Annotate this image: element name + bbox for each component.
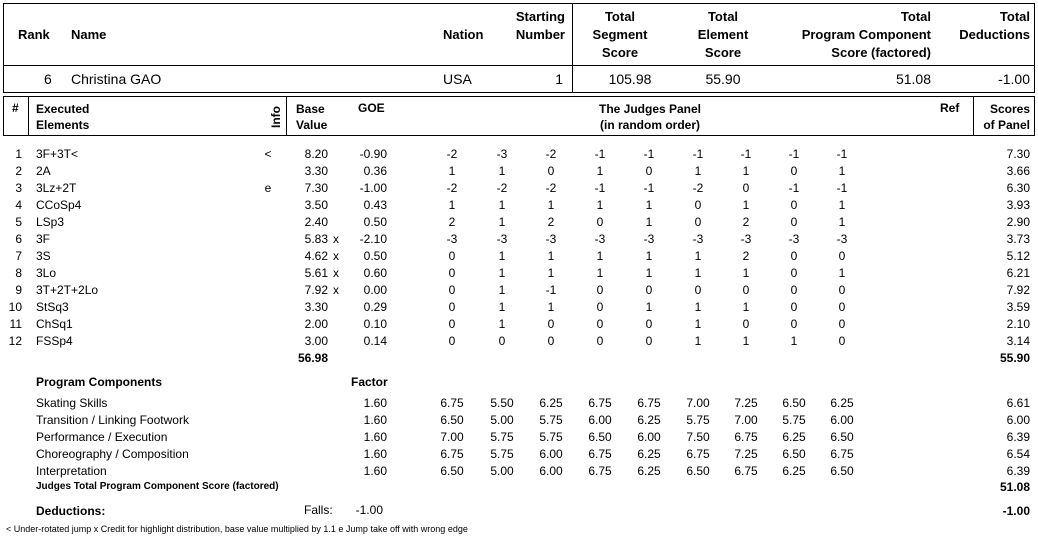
header-tes: Total Element Score [697, 9, 749, 60]
header-right-border [1034, 3, 1035, 66]
component-judge-9-score: 6.50 [830, 464, 854, 478]
element-goe: 0.60 [363, 266, 387, 280]
component-score: 6.61 [1006, 396, 1030, 410]
judge-3-score: -3 [545, 232, 557, 246]
judge-9-score: -1 [836, 181, 848, 195]
element-goe: -0.90 [359, 147, 387, 161]
pc-header-factor: Factor [351, 375, 388, 389]
component-judge-8-score: 6.50 [782, 447, 806, 461]
judge-8-score: 0 [790, 317, 798, 331]
element-panel-score: 7.92 [1006, 283, 1030, 297]
skater-rank: 6 [44, 71, 52, 87]
element-x-marker: x [333, 266, 339, 280]
component-score: 6.39 [1006, 430, 1030, 444]
element-number: 1 [15, 147, 22, 161]
component-judge-3-score: 6.00 [539, 464, 563, 478]
deductions-label: Deductions: [36, 504, 106, 518]
judge-3-score: 1 [547, 266, 555, 280]
judge-7-score: 0 [742, 181, 750, 195]
element-base-value: 3.30 [304, 164, 328, 178]
legend: < Under-rotated jump x Credit for highlight distribution, base value multiplied by 1.1 e Jump take off with wrong edge [6, 524, 468, 534]
judge-1-score: -3 [446, 232, 458, 246]
element-panel-score: 5.12 [1006, 249, 1030, 263]
eh-num: # [12, 101, 19, 115]
judge-8-score: 0 [790, 215, 798, 229]
component-judge-6-score: 6.50 [686, 464, 710, 478]
judge-9-score: 0 [838, 317, 846, 331]
judge-6-score: 1 [694, 249, 702, 263]
element-code: CCoSp4 [36, 198, 82, 212]
element-code: StSq3 [36, 300, 69, 314]
deductions-total: -1.00 [1002, 504, 1030, 518]
judge-3-score: -1 [545, 283, 557, 297]
header-starting: Starting Number [515, 9, 565, 42]
component-judge-8-score: 5.75 [782, 413, 806, 427]
component-judge-5-score: 6.25 [637, 464, 661, 478]
component-name: Transition / Linking Footwork [36, 413, 189, 427]
judge-9-score: -3 [836, 232, 848, 246]
component-judge-9-score: 6.25 [830, 396, 854, 410]
judge-1-score: -2 [446, 181, 458, 195]
judge-4-score: -1 [594, 147, 606, 161]
component-judge-3-score: 6.25 [539, 396, 563, 410]
judge-9-score: 1 [838, 164, 846, 178]
element-number: 4 [15, 198, 22, 212]
component-judge-4-score: 6.50 [588, 430, 612, 444]
judge-5-score: 0 [645, 334, 653, 348]
judge-7-score: -3 [740, 232, 752, 246]
component-judge-1-score: 6.50 [440, 464, 464, 478]
judge-6-score: 0 [694, 283, 702, 297]
judge-3-score: 0 [547, 164, 555, 178]
judge-8-score: 0 [790, 266, 798, 280]
header-bottom-border [3, 65, 1035, 66]
component-judge-3-score: 5.75 [539, 430, 563, 444]
component-judge-4-score: 6.75 [588, 396, 612, 410]
judge-1-score: 0 [448, 300, 456, 314]
component-score: 6.39 [1006, 464, 1030, 478]
judge-9-score: 1 [838, 215, 846, 229]
component-judge-7-score: 7.25 [734, 447, 758, 461]
element-number: 8 [15, 266, 22, 280]
element-info: < [264, 147, 272, 161]
score-total: 55.90 [999, 351, 1030, 365]
judge-2-score: -2 [496, 181, 508, 195]
component-judge-3-score: 6.00 [539, 447, 563, 461]
element-panel-score: 3.73 [1006, 232, 1030, 246]
element-number: 6 [15, 232, 22, 246]
component-judge-5-score: 6.00 [637, 430, 661, 444]
component-judge-2-score: 5.50 [490, 396, 514, 410]
judge-1-score: 0 [448, 317, 456, 331]
judge-3-score: 0 [547, 334, 555, 348]
judge-4-score: 0 [596, 300, 604, 314]
judge-5-score: -3 [643, 232, 655, 246]
skater-tss: 105.98 [608, 71, 652, 87]
element-panel-score: 3.14 [1006, 334, 1030, 348]
judge-9-score: 0 [838, 283, 846, 297]
skater-starting-number: 1 [555, 71, 563, 87]
pcs-total-label: Judges Total Program Component Score (factored) [36, 481, 279, 492]
judge-3-score: 1 [547, 249, 555, 263]
judge-6-score: 1 [694, 317, 702, 331]
element-base-value: 8.20 [304, 147, 328, 161]
judge-1-score: -2 [446, 147, 458, 161]
skater-row-bottom-border [3, 92, 1035, 93]
component-judge-4-score: 6.75 [588, 464, 612, 478]
header-top-border [3, 3, 1035, 4]
component-judge-4-score: 6.00 [588, 413, 612, 427]
element-panel-score: 6.21 [1006, 266, 1030, 280]
judge-7-score: 1 [742, 198, 750, 212]
judge-2-score: 0 [498, 334, 506, 348]
element-goe: 0.14 [363, 334, 387, 348]
eh-sep-2 [286, 96, 287, 136]
judge-2-score: 1 [498, 300, 506, 314]
judge-4-score: 1 [596, 249, 604, 263]
judge-8-score: 0 [790, 283, 798, 297]
elements-header-top [3, 96, 1035, 97]
judge-9-score: -1 [836, 147, 848, 161]
element-number: 10 [8, 300, 22, 314]
component-judge-5-score: 6.75 [637, 396, 661, 410]
judge-7-score: 2 [742, 249, 750, 263]
judge-5-score: 1 [645, 266, 653, 280]
component-judge-9-score: 6.00 [830, 413, 854, 427]
judge-6-score: 1 [694, 334, 702, 348]
eh-panel: The Judges Panel (in random order) [598, 102, 702, 132]
skater-deductions: -1.00 [998, 71, 1030, 87]
falls-value: -1.00 [355, 503, 383, 517]
component-judge-2-score: 5.75 [490, 447, 514, 461]
component-judge-9-score: 6.50 [830, 430, 854, 444]
judge-8-score: 0 [790, 300, 798, 314]
judge-8-score: 0 [790, 164, 798, 178]
component-judge-8-score: 6.25 [782, 430, 806, 444]
judge-6-score: 1 [694, 266, 702, 280]
header-deductions: Total Deductions [959, 9, 1030, 42]
component-judge-2-score: 5.00 [490, 413, 514, 427]
judge-1-score: 0 [448, 283, 456, 297]
judge-4-score: 1 [596, 164, 604, 178]
element-panel-score: 2.10 [1006, 317, 1030, 331]
judge-9-score: 0 [838, 300, 846, 314]
element-base-value: 4.62 [304, 249, 328, 263]
judge-8-score: -3 [788, 232, 800, 246]
judge-3-score: 1 [547, 198, 555, 212]
judge-6-score: -3 [692, 232, 704, 246]
judge-5-score: -1 [643, 181, 655, 195]
element-base-value: 5.83 [304, 232, 328, 246]
judge-7-score: 2 [742, 215, 750, 229]
skater-name: Christina GAO [71, 71, 162, 87]
skater-tes: 55.90 [705, 71, 741, 87]
judge-6-score: -2 [692, 181, 704, 195]
element-panel-score: 2.90 [1006, 215, 1030, 229]
judge-2-score: 1 [498, 249, 506, 263]
component-judge-7-score: 7.00 [734, 413, 758, 427]
judge-6-score: 0 [694, 215, 702, 229]
judge-2-score: 1 [498, 266, 506, 280]
element-base-value: 3.30 [304, 300, 328, 314]
skater-row-right-border [1034, 65, 1035, 93]
header-separator [572, 3, 573, 93]
judge-5-score: 1 [645, 249, 653, 263]
judge-3-score: -2 [545, 147, 557, 161]
component-judge-6-score: 6.75 [686, 447, 710, 461]
judge-1-score: 0 [448, 249, 456, 263]
eh-sep-3 [973, 96, 974, 136]
judge-6-score: 0 [694, 198, 702, 212]
element-x-marker: x [333, 283, 339, 297]
component-judge-4-score: 6.75 [588, 447, 612, 461]
element-code: 2A [36, 164, 51, 178]
judge-4-score: 1 [596, 198, 604, 212]
judge-2-score: 1 [498, 198, 506, 212]
element-base-value: 2.40 [304, 215, 328, 229]
component-score: 6.00 [1006, 413, 1030, 427]
judge-1-score: 2 [448, 215, 456, 229]
judge-8-score: 0 [790, 198, 798, 212]
component-judge-2-score: 5.00 [490, 464, 514, 478]
element-number: 7 [15, 249, 22, 263]
eh-base: Base Value [296, 102, 328, 132]
judge-1-score: 1 [448, 198, 456, 212]
component-judge-8-score: 6.25 [782, 464, 806, 478]
judge-8-score: 0 [790, 249, 798, 263]
element-base-value: 2.00 [304, 317, 328, 331]
falls-label: Falls: [304, 503, 333, 517]
component-factor: 1.60 [363, 447, 387, 461]
element-number: 5 [15, 215, 22, 229]
element-panel-score: 3.59 [1006, 300, 1030, 314]
component-judge-7-score: 6.75 [734, 430, 758, 444]
judge-4-score: 0 [596, 317, 604, 331]
header-rank: Rank [18, 27, 50, 42]
judge-9-score: 1 [838, 198, 846, 212]
component-factor: 1.60 [363, 396, 387, 410]
element-code: 3F [36, 232, 51, 246]
judge-2-score: 1 [498, 215, 506, 229]
element-base-value: 7.92 [304, 283, 328, 297]
header-name: Name [71, 27, 107, 42]
eh-elements: Executed Elements [36, 102, 90, 132]
element-goe: 0.29 [363, 300, 387, 314]
element-number: 9 [15, 283, 22, 297]
element-goe: 0.50 [363, 215, 387, 229]
judge-5-score: -1 [643, 147, 655, 161]
skater-nation: USA [443, 71, 472, 87]
element-panel-score: 3.93 [1006, 198, 1030, 212]
component-judge-1-score: 6.75 [440, 447, 464, 461]
pc-header-label: Program Components [36, 375, 163, 389]
judge-3-score: -2 [545, 181, 557, 195]
judge-6-score: 1 [694, 300, 702, 314]
judge-2-score: 1 [498, 164, 506, 178]
judge-8-score: -1 [788, 147, 800, 161]
header-left-border [3, 3, 4, 66]
element-goe: 0.43 [363, 198, 387, 212]
element-info: e [264, 181, 272, 195]
element-base-value: 3.50 [304, 198, 328, 212]
element-panel-score: 3.66 [1006, 164, 1030, 178]
judge-7-score: 1 [742, 334, 750, 348]
element-code: 3Lo [36, 266, 57, 280]
element-base-value: 3.00 [304, 334, 328, 348]
eh-goe: GOE [358, 101, 385, 115]
judge-7-score: 1 [742, 266, 750, 280]
eh-ref: Ref [940, 101, 960, 115]
component-factor: 1.60 [363, 430, 387, 444]
judge-9-score: 0 [838, 334, 846, 348]
component-judge-9-score: 6.75 [830, 447, 854, 461]
element-code: 3S [36, 249, 51, 263]
judge-1-score: 1 [448, 164, 456, 178]
component-judge-2-score: 5.75 [490, 430, 514, 444]
pcs-total: 51.08 [999, 480, 1030, 494]
element-panel-score: 6.30 [1006, 181, 1030, 195]
judge-5-score: 0 [645, 283, 653, 297]
element-number: 3 [15, 181, 22, 195]
component-judge-7-score: 6.75 [734, 464, 758, 478]
element-code: FSSp4 [36, 334, 73, 348]
component-factor: 1.60 [363, 413, 387, 427]
judge-9-score: 1 [838, 266, 846, 280]
judge-6-score: 1 [694, 164, 702, 178]
judge-8-score: -1 [788, 181, 800, 195]
element-code: 3T+2T+2Lo [36, 283, 99, 297]
element-code: 3Lz+2T [36, 181, 77, 195]
judge-3-score: 0 [547, 317, 555, 331]
judge-6-score: -1 [692, 147, 704, 161]
element-goe: 0.00 [363, 283, 387, 297]
element-x-marker: x [333, 249, 339, 263]
component-judge-1-score: 6.75 [440, 396, 464, 410]
component-name: Interpretation [36, 464, 107, 478]
component-factor: 1.60 [363, 464, 387, 478]
judge-4-score: 0 [596, 334, 604, 348]
element-goe: -2.10 [359, 232, 387, 246]
component-judge-5-score: 6.25 [637, 447, 661, 461]
header-tss: Total Segment Score [592, 9, 648, 60]
judge-3-score: 1 [547, 300, 555, 314]
judge-7-score: -1 [740, 147, 752, 161]
component-name: Skating Skills [36, 396, 108, 410]
judge-2-score: -3 [496, 147, 508, 161]
eh-sep-1 [28, 96, 29, 136]
judge-7-score: 1 [742, 300, 750, 314]
judge-2-score: 1 [498, 317, 506, 331]
skater-pcs: 51.08 [895, 71, 931, 87]
element-number: 12 [8, 334, 22, 348]
eh-sep-4 [1034, 96, 1035, 136]
element-number: 11 [9, 317, 22, 331]
judge-7-score: 1 [742, 164, 750, 178]
judge-5-score: 1 [645, 215, 653, 229]
judge-2-score: -3 [496, 232, 508, 246]
component-name: Performance / Execution [36, 430, 168, 444]
header-nation: Nation [443, 27, 484, 42]
skater-row-left-border [3, 65, 4, 93]
element-code: 3F+3T< [36, 147, 79, 161]
component-judge-1-score: 7.00 [440, 430, 464, 444]
judge-5-score: 1 [645, 300, 653, 314]
judge-2-score: 1 [498, 283, 506, 297]
judge-4-score: 1 [596, 266, 604, 280]
eh-sep-0 [3, 96, 4, 136]
judge-4-score: -1 [594, 181, 606, 195]
element-panel-score: 7.30 [1006, 147, 1030, 161]
judge-4-score: 0 [596, 215, 604, 229]
component-judge-8-score: 6.50 [782, 396, 806, 410]
component-judge-5-score: 6.25 [637, 413, 661, 427]
element-goe: 0.50 [363, 249, 387, 263]
base-value-total: 56.98 [297, 351, 328, 365]
element-code: ChSq1 [36, 317, 73, 331]
judge-7-score: 0 [742, 283, 750, 297]
component-judge-7-score: 7.25 [734, 396, 758, 410]
element-number: 2 [15, 164, 22, 178]
component-judge-6-score: 7.00 [686, 396, 710, 410]
element-goe: 0.10 [363, 317, 387, 331]
element-goe: -1.00 [359, 181, 387, 195]
eh-scores: Scores of Panel [983, 102, 1030, 132]
element-goe: 0.36 [363, 164, 387, 178]
component-judge-6-score: 5.75 [686, 413, 710, 427]
judge-3-score: 2 [547, 215, 555, 229]
element-base-value: 5.61 [304, 266, 328, 280]
judge-9-score: 0 [838, 249, 846, 263]
judge-8-score: 1 [790, 334, 798, 348]
element-x-marker: x [333, 232, 339, 246]
judge-5-score: 1 [645, 198, 653, 212]
component-judge-6-score: 7.50 [686, 430, 710, 444]
judge-5-score: 0 [645, 317, 653, 331]
component-judge-1-score: 6.50 [440, 413, 464, 427]
component-judge-3-score: 5.75 [539, 413, 563, 427]
judge-1-score: 0 [448, 266, 456, 280]
component-score: 6.54 [1006, 447, 1030, 461]
judge-5-score: 0 [645, 164, 653, 178]
judge-1-score: 0 [448, 334, 456, 348]
element-base-value: 7.30 [304, 181, 328, 195]
element-code: LSp3 [36, 215, 65, 229]
judge-7-score: 0 [742, 317, 750, 331]
elements-header-bottom [3, 135, 1035, 136]
eh-info: Info [269, 106, 283, 128]
judge-4-score: 0 [596, 283, 604, 297]
judge-4-score: -3 [594, 232, 606, 246]
header-pcs: Total Program Component Score (factored) [801, 9, 931, 60]
component-name: Choreography / Composition [36, 447, 189, 461]
